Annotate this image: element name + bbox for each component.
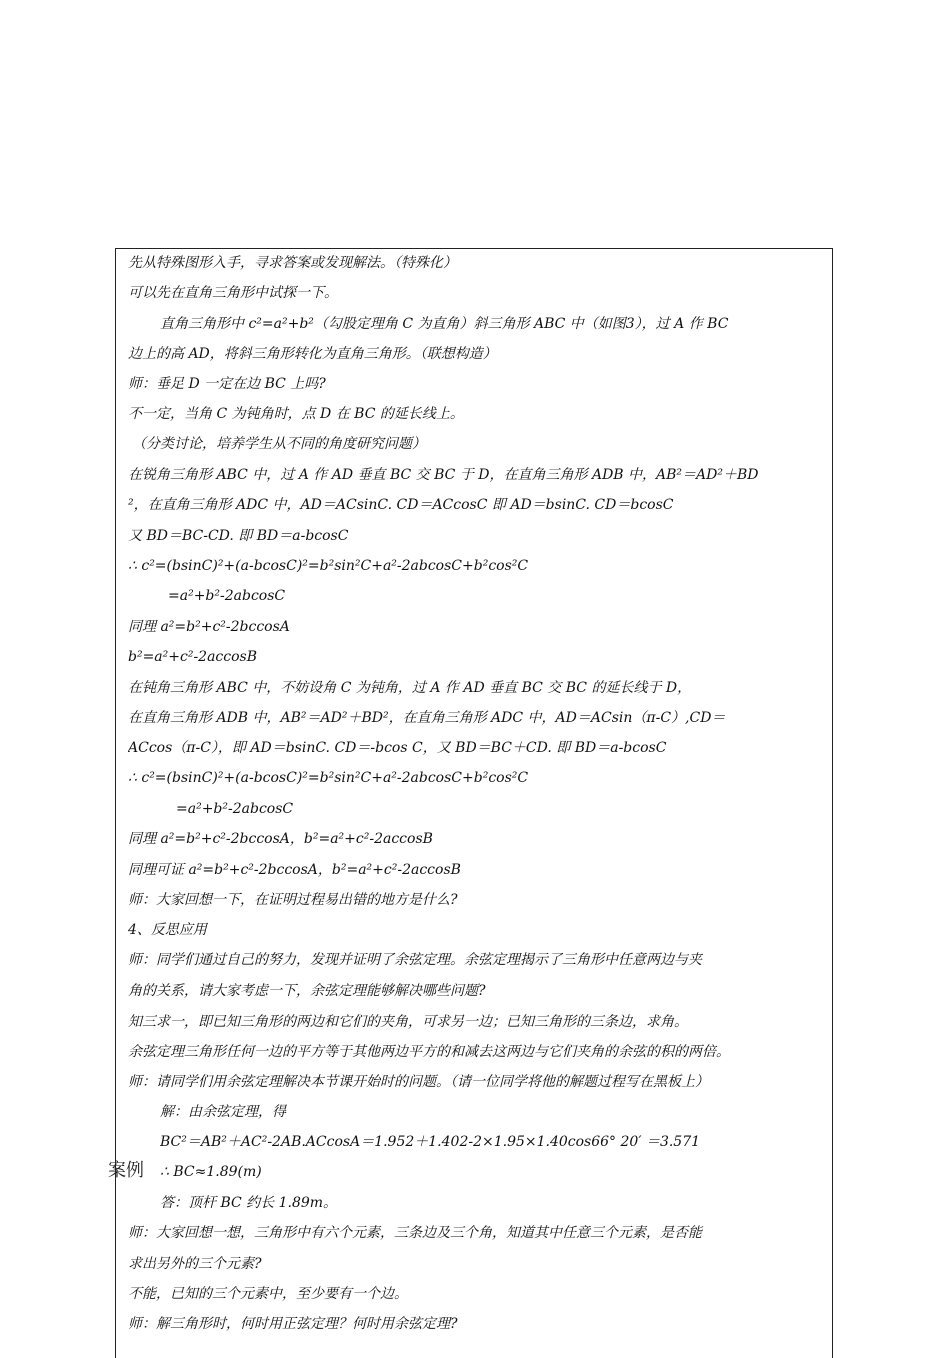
text-line: 师：同学们通过自己的努力，发现并证明了余弦定理。余弦定理揭示了三角形中任意两边与夹 xyxy=(128,952,702,968)
text-line: 先从特殊图形入手，寻求答案或发现解法。（特殊化） xyxy=(128,255,457,271)
text-line: 师：大家回想一想，三角形中有六个元素，三条边及三个角，知道其中任意三个元素，是否能 xyxy=(128,1225,702,1241)
text-line: 不能，已知的三个元素中，至少要有一个边。 xyxy=(128,1286,408,1302)
text-line: 同理 a²=b²+c²-2bccosA xyxy=(128,619,290,635)
text-line: 师：解三角形时，何时用正弦定理？何时用余弦定理? xyxy=(128,1316,458,1332)
text-line: ∴ c²=(bsinC)²+(a-bcosC)²=b²sin²C+a²-2abcosC+b²cos²C xyxy=(128,770,529,786)
text-line: 在锐角三角形 ABC 中，过 A 作 AD 垂直 BC 交 BC 于 D，在直角三角形 ADB 中，AB²＝AD²＋BD xyxy=(128,467,759,483)
text-line: 余弦定理三角形任何一边的平方等于其他两边平方的和减去这两边与它们夹角的余弦的积的两倍。 xyxy=(128,1044,730,1060)
text-line: 师：大家回想一下，在证明过程易出错的地方是什么? xyxy=(128,892,458,908)
side-label-case: 案例 xyxy=(108,1160,144,1181)
text-line: 师：请同学们用余弦定理解决本节课开始时的问题。（请一位同学将他的解题过程写在黑板上） xyxy=(128,1074,709,1090)
text-line: 同理可证 a²=b²+c²-2bccosA，b²=a²+c²-2accosB xyxy=(128,862,461,878)
text-line: 角的关系，请大家考虑一下，余弦定理能够解决哪些问题? xyxy=(128,983,486,999)
text-line: ²，在直角三角形 ADC 中，AD＝ACsinC. CD＝ACcosC 即 AD＝bsinC. CD＝bcosC xyxy=(128,497,674,513)
text-line: =a²+b²-2abcosC xyxy=(176,801,294,817)
text-line: =a²+b²-2abcosC xyxy=(168,588,286,604)
text-line: 在直角三角形 ADB 中，AB²＝AD²＋BD²，在直角三角形 ADC 中，AD＝ACsin（π-C）,CD＝ xyxy=(128,710,726,726)
text-line: 在钝角三角形 ABC 中，不妨设角 C 为钝角，过 A 作 AD 垂直 BC 交 BC 的延长线于 D， xyxy=(128,680,692,696)
text-line: 不一定，当角 C 为钝角时，点 D 在 BC 的延长线上。 xyxy=(128,406,464,422)
text-line: （分类讨论，培养学生从不同的角度研究问题） xyxy=(132,436,426,452)
text-line: ∴ BC≈1.89(m) xyxy=(160,1164,262,1180)
text-line: 又 BD＝BC-CD. 即 BD＝a-bcosC xyxy=(128,528,349,544)
text-line: BC²＝AB²＋AC²-2AB.ACcosA＝1.952＋1.402-2×1.95×1.40cos66° 20′ ＝3.571 xyxy=(160,1134,701,1150)
text-line: b²=a²+c²-2accosB xyxy=(128,649,258,665)
text-line: ACcos（π-C），即 AD＝bsinC. CD＝-bcos C，又 BD＝BC＋CD. 即 BD＝a-bcosC xyxy=(128,740,667,756)
text-line: 4、反思应用 xyxy=(128,922,207,938)
text-line: 师：垂足 D 一定在边 BC 上吗? xyxy=(128,376,326,392)
text-line: 解：由余弦定理，得 xyxy=(160,1104,286,1120)
text-line: 直角三角形中 c²=a²+b²（勾股定理角 C 为直角）斜三角形 ABC 中（如图3），过 A 作 BC xyxy=(160,316,729,332)
text-line: 求出另外的三个元素? xyxy=(128,1256,262,1272)
text-line: ∴ c²=(bsinC)²+(a-bcosC)²=b²sin²C+a²-2abcosC+b²cos²C xyxy=(128,558,529,574)
text-line: 边上的高 AD，将斜三角形转化为直角三角形。（联想构造） xyxy=(128,346,497,362)
text-line: 答：顶杆 BC 约长 1.89m。 xyxy=(160,1195,338,1211)
text-line: 同理 a²=b²+c²-2bccosA，b²=a²+c²-2accosB xyxy=(128,831,433,847)
text-line: 知三求一，即已知三角形的两边和它们的夹角，可求另一边；已知三角形的三条边，求角。 xyxy=(128,1014,688,1030)
text-line: 可以先在直角三角形中试探一下。 xyxy=(128,285,338,301)
